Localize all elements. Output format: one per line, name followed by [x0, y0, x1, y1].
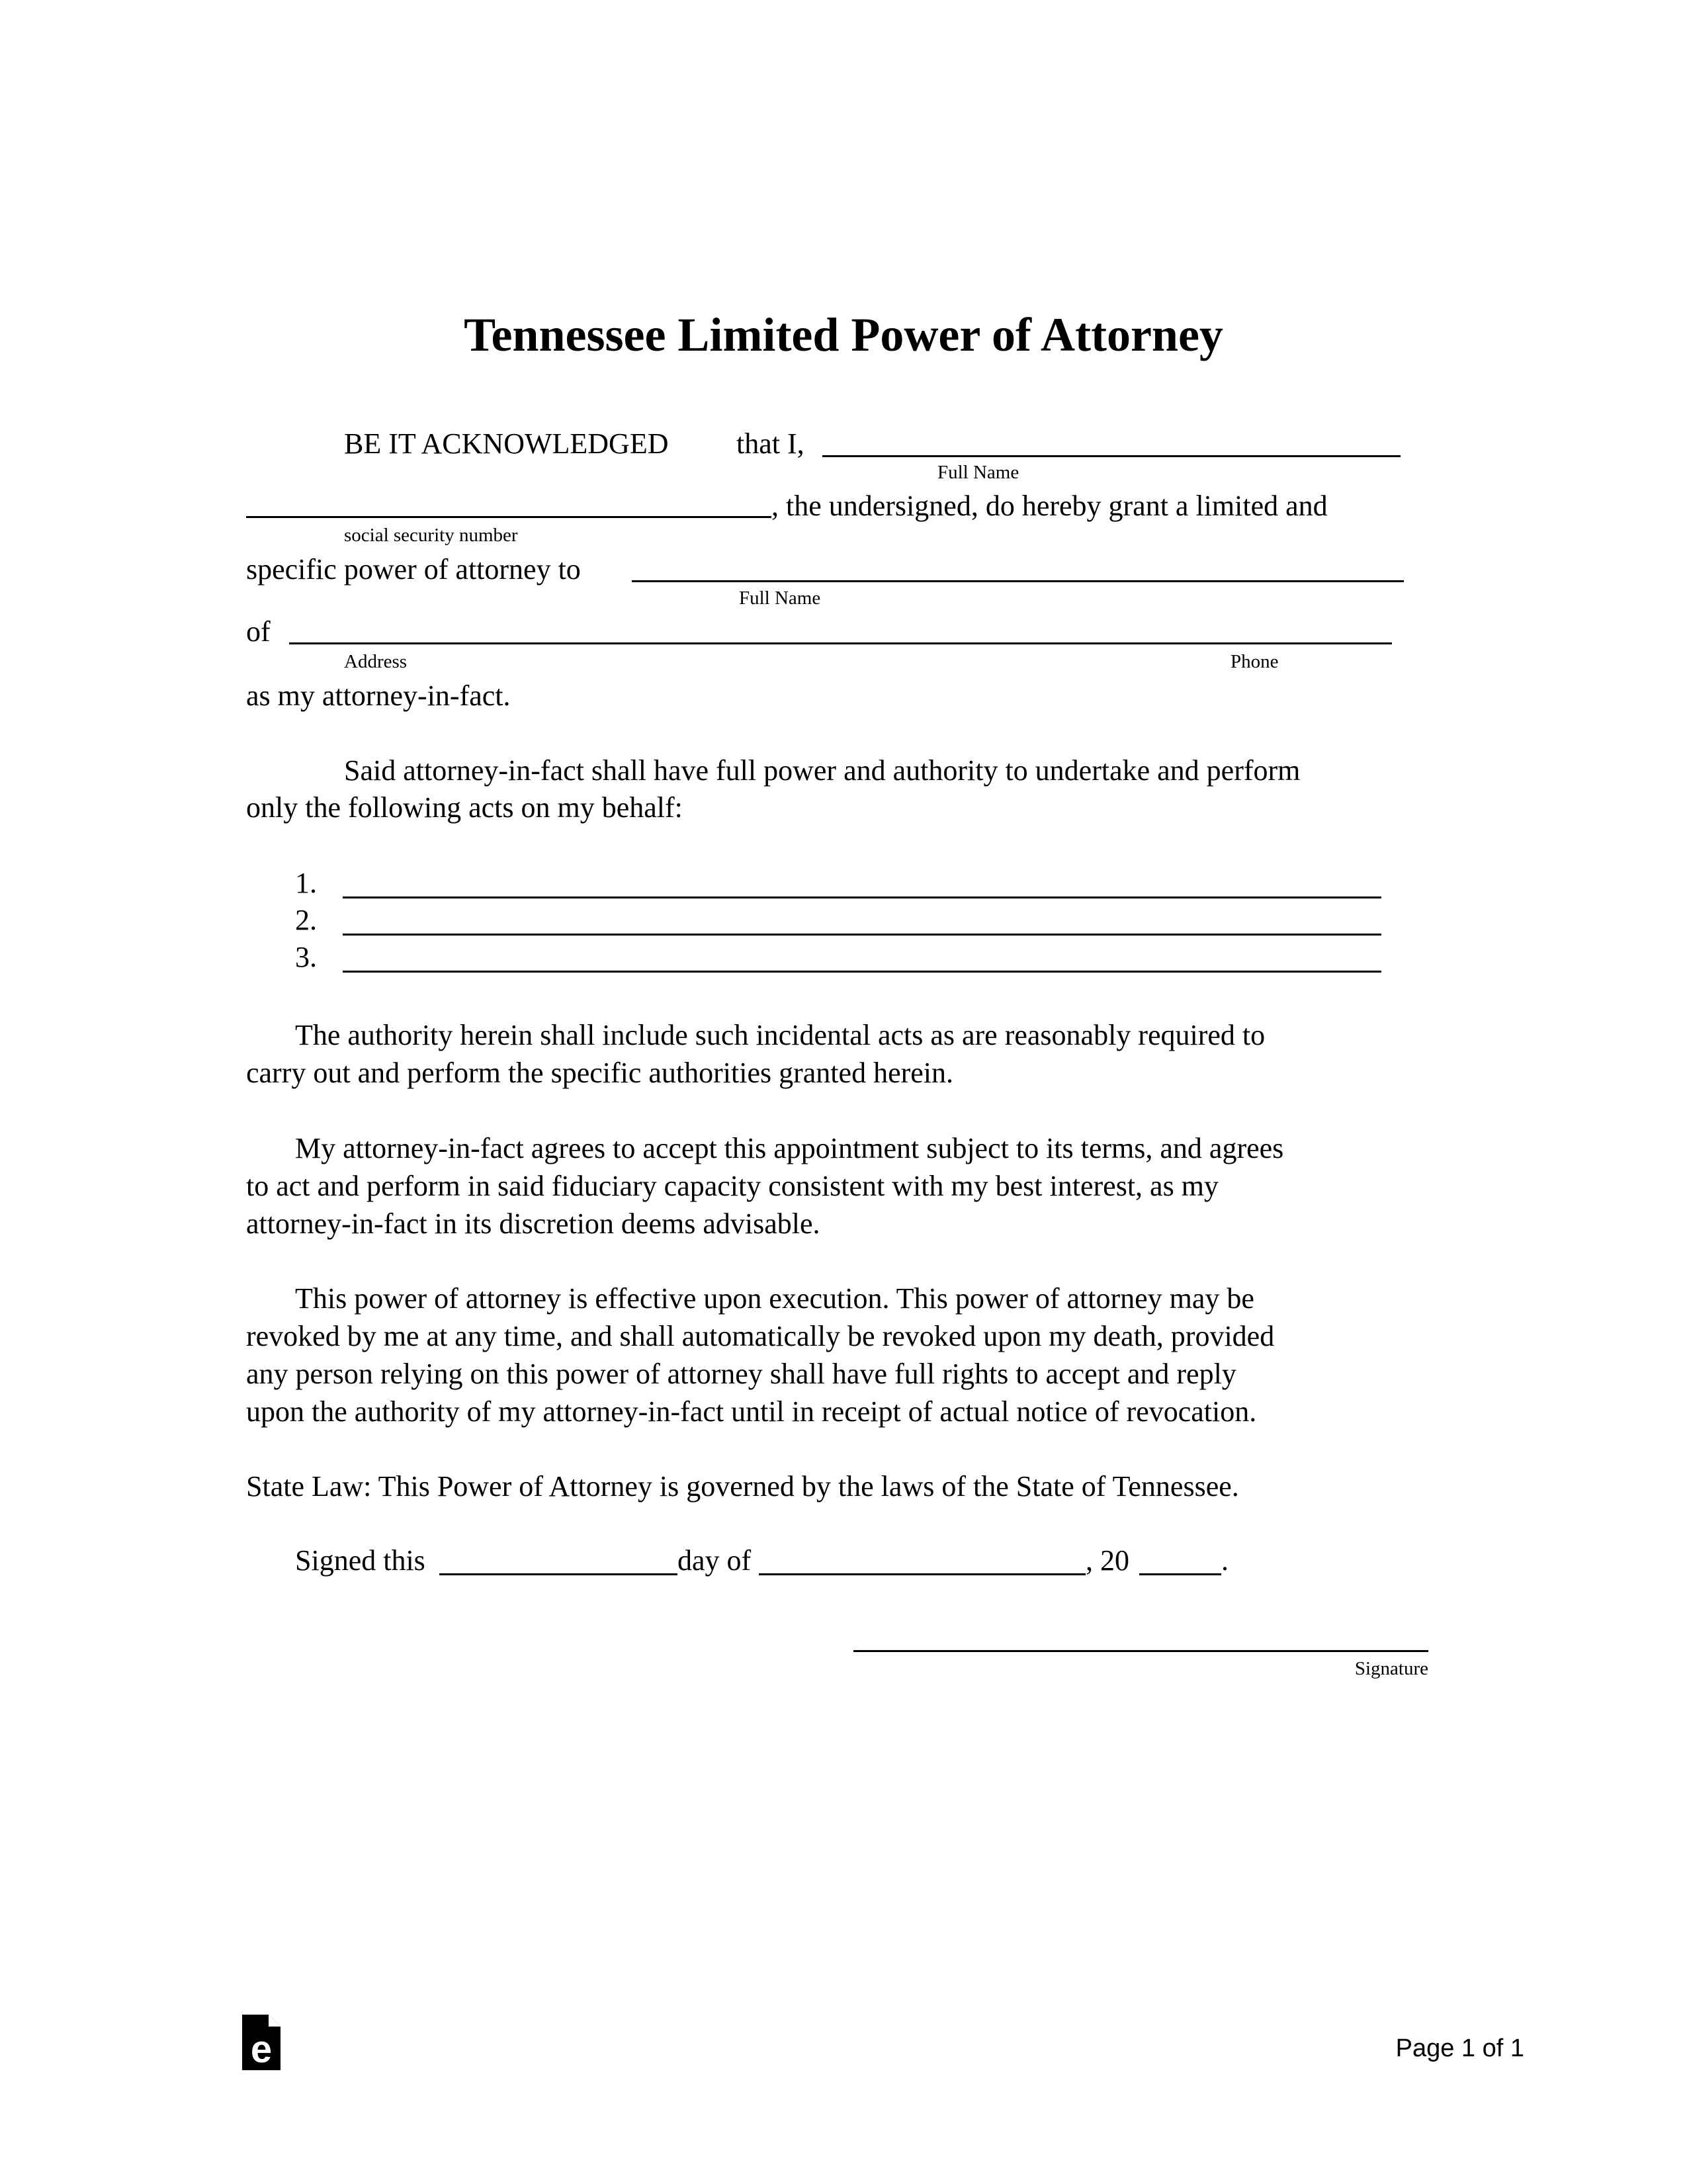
- incidental-line-2: carry out and perform the specific authorities granted herein.: [246, 1057, 953, 1089]
- that-i-text: that I,: [736, 427, 804, 460]
- agrees-line-1: My attorney-in-fact agrees to accept this appointment subject to its terms, and agrees: [295, 1132, 1284, 1164]
- address-phone-field[interactable]: [289, 642, 1392, 644]
- page-title: Tennessee Limited Power of Attorney: [464, 308, 1223, 361]
- incidental-line-1: The authority herein shall include such incidental acts as are reasonably required to: [295, 1019, 1266, 1051]
- agrees-line-2: to act and perform in said fiduciary capacity consistent with my best interest, as my: [246, 1170, 1219, 1202]
- attorney-name-field[interactable]: [632, 580, 1404, 582]
- effective-line-3: any person relying on this power of attorney shall have full rights to accept and reply: [246, 1358, 1236, 1390]
- agrees-line-3: attorney-in-fact in its discretion deems advisable.: [246, 1207, 820, 1240]
- signature-field[interactable]: [853, 1650, 1428, 1652]
- page-number: Page 1 of 1: [1395, 2034, 1524, 2062]
- list-item-number-2: 2.: [295, 904, 317, 936]
- signed-this-text: Signed this: [295, 1544, 425, 1577]
- list-item-number-1: 1.: [295, 867, 317, 899]
- signing-period: .: [1221, 1544, 1229, 1577]
- acknowledged-text: BE IT ACKNOWLEDGED: [344, 427, 669, 460]
- effective-line-4: upon the authority of my attorney-in-fact until in receipt of actual notice of revocation.: [246, 1395, 1257, 1428]
- ssn-label: social security number: [344, 525, 518, 546]
- act-field-1[interactable]: [343, 896, 1381, 898]
- year-prefix-text: , 20: [1086, 1544, 1129, 1577]
- effective-line-2: revoked by me at any time, and shall automatically be revoked upon my death, provided: [246, 1320, 1275, 1352]
- of-text: of: [246, 615, 271, 648]
- phone-label: Phone: [1231, 651, 1279, 672]
- act-field-3[interactable]: [343, 971, 1381, 973]
- year-field[interactable]: [1139, 1573, 1221, 1575]
- authority-line-1: Said attorney-in-fact shall have full power and authority to undertake and perform: [344, 754, 1301, 787]
- signature-label: Signature: [1354, 1658, 1428, 1679]
- undersigned-text: , the undersigned, do hereby grant a limited and: [771, 490, 1328, 522]
- day-of-text: day of: [677, 1544, 752, 1577]
- specific-power-text: specific power of attorney to: [246, 553, 581, 586]
- state-law-text: State Law: This Power of Attorney is governed by the laws of the State of Tennessee.: [246, 1470, 1239, 1503]
- attorney-in-fact-text: as my attorney-in-fact.: [246, 679, 511, 712]
- authority-line-2: only the following acts on my behalf:: [246, 791, 683, 824]
- act-field-2[interactable]: [343, 934, 1381, 936]
- eforms-logo-icon: [242, 2015, 281, 2070]
- ssn-field[interactable]: [246, 516, 771, 518]
- month-field[interactable]: [759, 1573, 1086, 1575]
- full-name-label-2: Full Name: [739, 588, 821, 609]
- list-item-number-3: 3.: [295, 941, 317, 973]
- effective-line-1: This power of attorney is effective upon execution. This power of attorney may be: [295, 1282, 1254, 1315]
- principal-name-field[interactable]: [822, 455, 1401, 457]
- day-field[interactable]: [439, 1573, 677, 1575]
- address-label: Address: [344, 651, 408, 672]
- full-name-label: Full Name: [937, 462, 1019, 483]
- svg-text:e: e: [250, 2028, 273, 2070]
